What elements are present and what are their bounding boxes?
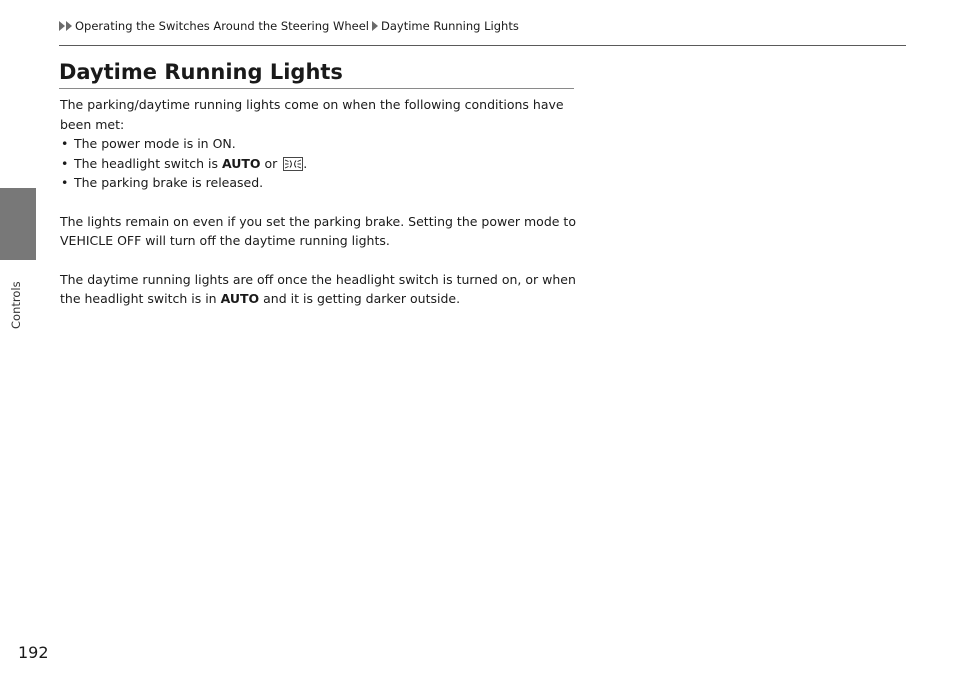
paragraph-line: the headlight switch is in [60,291,221,306]
auto-label: AUTO [221,155,261,171]
header-divider [59,45,906,46]
page-title: Daytime Running Lights [59,60,343,84]
list-item [60,134,580,154]
breadcrumb-arrow-icon [372,21,378,31]
title-divider [59,88,574,89]
list-item-text: . [303,155,308,171]
list-item-text: The headlight switch is [74,155,222,171]
section-tab [0,188,36,260]
breadcrumb-arrow-icon [59,21,65,31]
breadcrumb-item[interactable]: Operating the Switches Around the Steering Wheel [75,19,369,33]
list-item [60,173,580,193]
intro-line: been met: [60,116,125,132]
page-number: 192 [18,643,49,662]
breadcrumb [59,19,522,33]
conditions-list [60,134,580,193]
paragraph-line: VEHICLE OFF will turn off the daytime running lights. [60,233,390,248]
paragraph-line: and it is getting darker outside. [259,291,461,306]
list-item-text: or [260,155,282,171]
headlight-switch-paragraph [60,270,580,309]
paragraph-line: The daytime running lights are off once the headlight switch is turned on, or when [60,271,576,287]
paragraph-line: The lights remain on even if you set the parking brake. Setting the power mode to [60,213,576,229]
intro-line: The parking/daytime running lights come on when the following conditions have [60,97,564,112]
list-item [60,154,580,174]
breadcrumb-arrow-icon [66,21,72,31]
section-tab-label: Controls [9,281,23,329]
auto-label: AUTO [220,291,260,306]
list-item-text: The power mode is in ON. [74,136,236,151]
list-item-text: The parking brake is released. [74,175,264,190]
parking-brake-paragraph [60,212,580,251]
intro-paragraph [60,95,580,134]
parking-light-icon [283,157,303,171]
section-body [60,95,580,309]
breadcrumb-item[interactable]: Daytime Running Lights [381,19,519,33]
